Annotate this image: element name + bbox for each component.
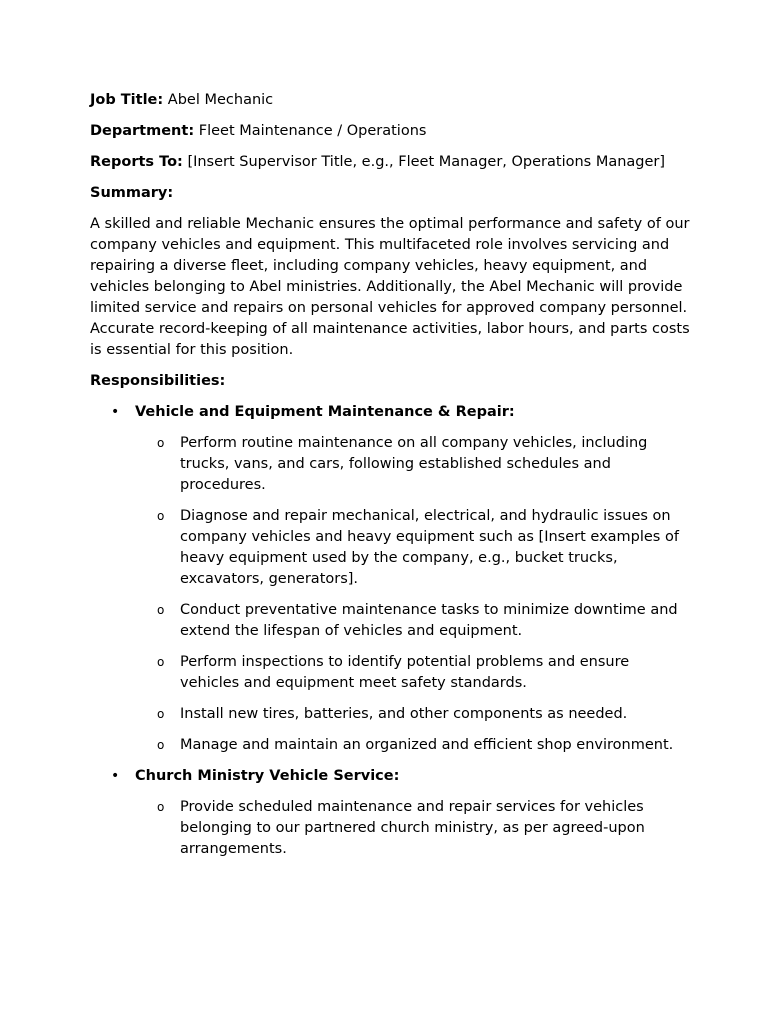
responsibilities-heading: Responsibilities:: [90, 373, 226, 389]
bullet-icon: •: [111, 768, 120, 784]
reports-to-label: Reports To:: [90, 154, 183, 170]
circle-bullet-icon: o: [157, 738, 165, 752]
circle-bullet-icon: o: [157, 436, 165, 450]
summary-heading: Summary:: [90, 185, 174, 201]
bullet-icon: •: [111, 404, 120, 420]
list-item: [135, 506, 690, 590]
section-heading: Vehicle and Equipment Maintenance & Repair:: [135, 404, 515, 420]
department-label: Department:: [90, 123, 195, 139]
responsibility-section: [90, 402, 690, 756]
list-item: [135, 433, 690, 496]
list-item-text: Conduct preventative maintenance tasks to minimize downtime and extend the lifespan of vehicles and equipment.: [180, 602, 678, 639]
list-item: [135, 600, 690, 642]
list-item-text: Perform inspections to identify potential problems and ensure vehicles and equipment meet safety standards.: [180, 654, 630, 691]
job-title-label: Job Title:: [90, 92, 164, 108]
sub-list: [135, 797, 690, 860]
circle-bullet-icon: o: [157, 509, 165, 523]
circle-bullet-icon: o: [157, 800, 165, 814]
department-line: [90, 121, 690, 142]
circle-bullet-icon: o: [157, 603, 165, 617]
section-heading: Church Ministry Vehicle Service:: [135, 768, 400, 784]
list-item: [135, 735, 690, 756]
list-item-text: Provide scheduled maintenance and repair services for vehicles belonging to our partnered church ministry, as per agreed-upon arrangements.: [180, 799, 645, 857]
list-item-text: Perform routine maintenance on all company vehicles, including trucks, vans, and cars, following established schedules and procedures.: [180, 435, 648, 493]
summary-text: A skilled and reliable Mechanic ensures the optimal performance and safety of our company vehicles and equipment. This multifaceted role involves servicing and repairing a diverse fleet, including company vehicles, heavy equipment, and vehicles belonging to Abel ministries. Additionally, the Abel Mechanic will provide limited service and repairs on personal vehicles for approved company personnel. Accurate record-keeping of all maintenance activities, labor hours, and parts costs is essential for this position.: [90, 216, 690, 358]
list-item-text: Install new tires, batteries, and other components as needed.: [180, 706, 628, 722]
document-body: [90, 90, 690, 870]
circle-bullet-icon: o: [157, 707, 165, 721]
responsibilities-list: [90, 402, 690, 860]
reports-to-value: [Insert Supervisor Title, e.g., Fleet Manager, Operations Manager]: [187, 154, 666, 170]
list-item-text: Manage and maintain an organized and efficient shop environment.: [180, 737, 674, 753]
circle-bullet-icon: o: [157, 655, 165, 669]
reports-to-line: [90, 152, 690, 173]
sub-list: [135, 433, 690, 756]
list-item: [135, 797, 690, 860]
list-item-text: Diagnose and repair mechanical, electrical, and hydraulic issues on company vehicles and heavy equipment such as [Insert examples of heavy equipment used by the company, e.g., bucket trucks, excavators, generators].: [180, 508, 679, 587]
list-item: [135, 704, 690, 725]
department-value: Fleet Maintenance / Operations: [198, 123, 427, 139]
job-title-value: Abel Mechanic: [167, 92, 274, 108]
job-title-line: [90, 90, 690, 111]
responsibility-section: [90, 766, 690, 860]
list-item: [135, 652, 690, 694]
